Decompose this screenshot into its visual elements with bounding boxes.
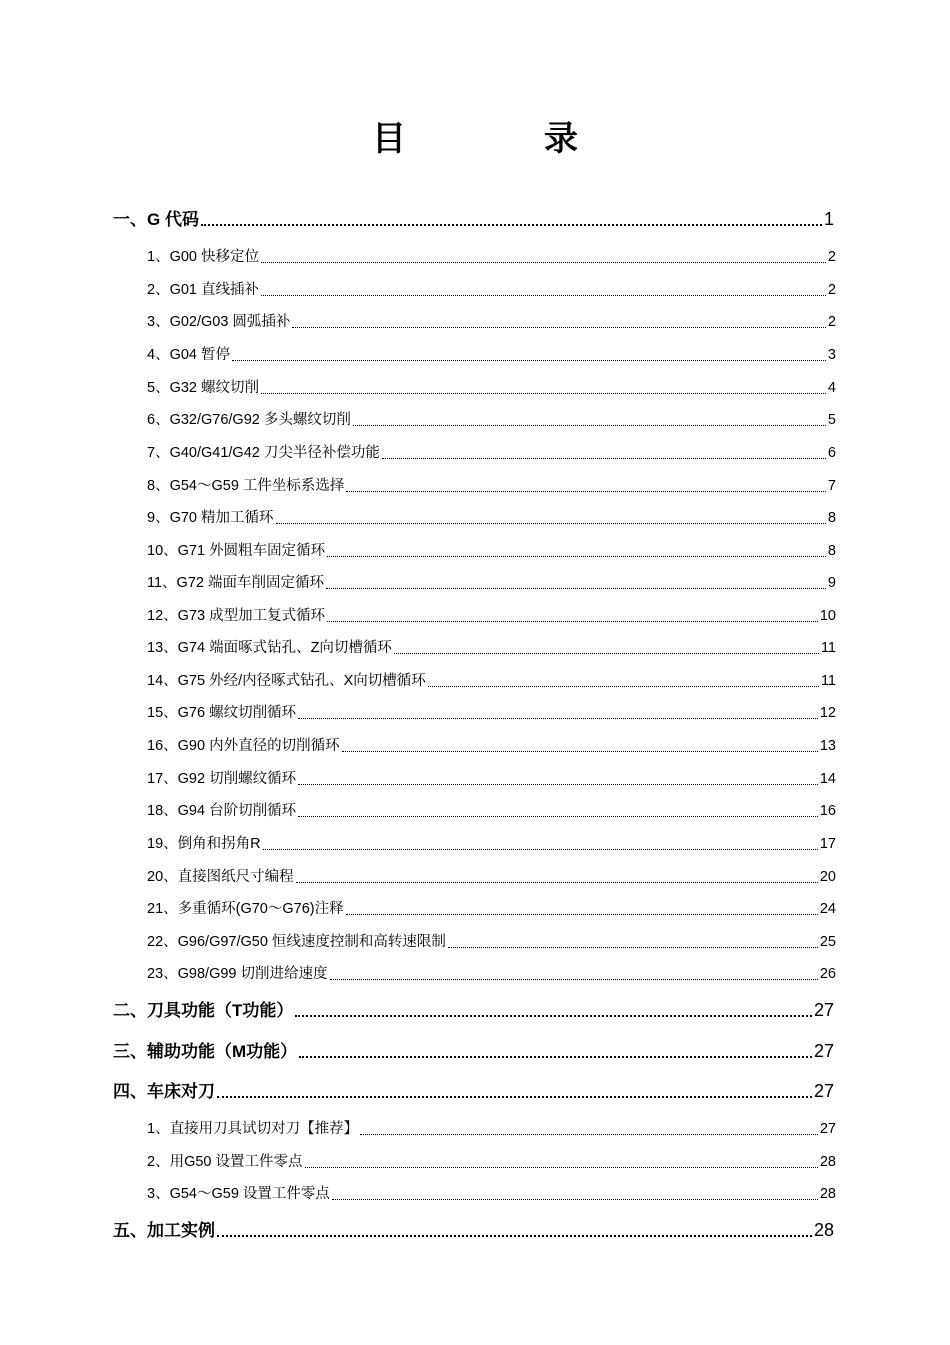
- toc-subsection-entry[interactable]: [147, 246, 836, 268]
- toc-entry-label: 6、G32/G76/G92 多头螺纹切削: [147, 412, 351, 428]
- toc-subsection-entry[interactable]: [147, 898, 836, 920]
- toc-subsection-entry[interactable]: [147, 572, 836, 594]
- toc-dot-leader: [448, 931, 818, 953]
- toc-dot-leader: [305, 1151, 818, 1173]
- toc-subsection-entry[interactable]: [147, 800, 836, 822]
- toc-dot-leader: [292, 311, 825, 333]
- toc-page-number: 12: [819, 705, 836, 721]
- toc-page-number: 3: [827, 347, 836, 363]
- toc-dot-leader: [261, 279, 826, 301]
- toc-dot-leader: [263, 833, 818, 855]
- toc-subsection-entry[interactable]: [147, 670, 836, 692]
- toc-entry-label: 18、G94 台阶切削循环: [147, 803, 297, 819]
- toc-entry-label: 11、G72 端面车削固定循环: [147, 575, 324, 591]
- toc-subsection-entry[interactable]: [147, 311, 836, 333]
- toc-subsection-entry[interactable]: [147, 963, 836, 985]
- toc-section-entry[interactable]: [113, 997, 834, 1023]
- toc-page-number: 7: [827, 478, 836, 494]
- page-title: 目 录: [372, 119, 630, 159]
- toc-page-number: 17: [819, 836, 836, 852]
- toc-dot-leader: [327, 605, 818, 627]
- toc-entry-label: 1、直接用刀具试切对刀【推荐】: [147, 1121, 359, 1137]
- toc-dot-leader: [299, 1038, 812, 1064]
- toc-subsection-entry[interactable]: [147, 279, 836, 301]
- toc-entry-label: 22、G96/G97/G50 恒线速度控制和高转速限制: [147, 934, 446, 950]
- toc-page-number: 13: [819, 738, 836, 754]
- toc-dot-leader: [342, 735, 818, 757]
- toc-page-number: 27: [813, 1081, 834, 1101]
- toc-dot-leader: [296, 866, 818, 888]
- toc-dot-leader: [360, 1118, 818, 1140]
- toc-page-number: 11: [820, 673, 836, 689]
- toc-subsection-entry[interactable]: [147, 833, 836, 855]
- toc-entry-label: 一、G 代码: [113, 210, 199, 229]
- toc-dot-leader: [232, 344, 826, 366]
- toc-dot-leader: [276, 507, 826, 529]
- toc-page-number: 27: [813, 1000, 834, 1020]
- toc-dot-leader: [295, 997, 812, 1023]
- toc-entry-label: 三、辅助功能（M功能）: [113, 1042, 298, 1061]
- toc-section-entry[interactable]: [113, 1078, 834, 1104]
- toc-dot-leader: [346, 898, 818, 920]
- toc-page-number: 24: [819, 901, 836, 917]
- toc-page-number: 1: [823, 209, 834, 229]
- toc-dot-leader: [298, 800, 818, 822]
- toc-page-number: 16: [819, 803, 836, 819]
- toc-entry-label: 15、G76 螺纹切削循环: [147, 705, 297, 721]
- toc-subsection-entry[interactable]: [147, 866, 836, 888]
- toc-subsection-entry[interactable]: [147, 702, 836, 724]
- toc-dot-leader: [298, 702, 818, 724]
- toc-entry-label: 8、G54～G59 工件坐标系选择: [147, 478, 345, 494]
- toc-subsection-entry[interactable]: [147, 344, 836, 366]
- toc-entry-label: 16、G90 内外直径的切削循环: [147, 738, 340, 754]
- toc-dot-leader: [428, 670, 819, 692]
- toc-page-number: 14: [819, 771, 836, 787]
- toc-subsection-entry[interactable]: [147, 931, 836, 953]
- toc-page-number: 20: [819, 869, 836, 885]
- toc-dot-leader: [382, 442, 826, 464]
- toc-entry-label: 13、G74 端面啄式钻孔、Z向切槽循环: [147, 640, 392, 656]
- toc-entry-label: 21、多重循环(G70～G76)注释: [147, 901, 344, 917]
- toc-subsection-entry[interactable]: [147, 605, 836, 627]
- toc-entry-label: 14、G75 外经/内径啄式钻孔、X向切槽循环: [147, 673, 426, 689]
- toc-entry-label: 17、G92 切削螺纹循环: [147, 771, 297, 787]
- toc-entry-label: 四、车床对刀: [113, 1082, 215, 1101]
- toc-page-number: 11: [820, 640, 836, 656]
- toc-page-number: 4: [827, 380, 836, 396]
- toc-page-number: 28: [819, 1154, 836, 1170]
- toc-dot-leader: [327, 540, 826, 562]
- toc-page-number: 8: [827, 510, 836, 526]
- toc-entry-label: 2、G01 直线插补: [147, 282, 259, 298]
- toc-page-number: 2: [827, 282, 836, 298]
- toc-page-number: 28: [819, 1186, 836, 1202]
- toc-subsection-entry[interactable]: [147, 1183, 836, 1205]
- toc-entry-label: 23、G98/G99 切削进给速度: [147, 966, 328, 982]
- toc-subsection-entry[interactable]: [147, 1151, 836, 1173]
- toc-page-number: 2: [827, 314, 836, 330]
- toc-entry-label: 五、加工实例: [113, 1221, 215, 1240]
- toc-dot-leader: [346, 475, 826, 497]
- toc-subsection-entry[interactable]: [147, 540, 836, 562]
- toc-page-number: 26: [819, 966, 836, 982]
- toc-dot-leader: [217, 1217, 812, 1243]
- toc-subsection-entry[interactable]: [147, 735, 836, 757]
- toc-entry-label: 4、G04 暂停: [147, 347, 230, 363]
- toc-page-number: 6: [827, 445, 836, 461]
- toc-entry-label: 7、G40/G41/G42 刀尖半径补偿功能: [147, 445, 380, 461]
- toc-page-number: 25: [819, 934, 836, 950]
- toc-subsection-entry[interactable]: [147, 442, 836, 464]
- toc-subsection-entry[interactable]: [147, 475, 836, 497]
- toc-subsection-entry[interactable]: [147, 637, 836, 659]
- toc-subsection-entry[interactable]: [147, 409, 836, 431]
- toc-subsection-entry[interactable]: [147, 768, 836, 790]
- toc-dot-leader: [332, 1183, 818, 1205]
- toc-page-number: 9: [827, 575, 836, 591]
- toc-entry-label: 20、直接图纸尺寸编程: [147, 869, 294, 885]
- toc-dot-leader: [298, 768, 818, 790]
- toc-dot-leader: [201, 206, 822, 232]
- toc-section-entry[interactable]: [113, 1038, 834, 1064]
- toc-section-entry[interactable]: [113, 1217, 834, 1243]
- toc-entry-label: 12、G73 成型加工复式循环: [147, 608, 326, 624]
- toc-dot-leader: [330, 963, 818, 985]
- toc-dot-leader: [261, 246, 826, 268]
- toc-page-number: 2: [827, 249, 836, 265]
- toc-page-number: 28: [813, 1220, 834, 1240]
- toc-entry-label: 9、G70 精加工循环: [147, 510, 274, 526]
- toc-page-number: 27: [819, 1121, 836, 1137]
- toc-dot-leader: [394, 637, 819, 659]
- toc-entry-label: 5、G32 螺纹切削: [147, 380, 259, 396]
- toc-page-number: 8: [827, 543, 836, 559]
- toc-subsection-entry[interactable]: [147, 1118, 836, 1140]
- toc-entry-label: 3、G02/G03 圆弧插补: [147, 314, 291, 330]
- toc-section-entry[interactable]: [113, 206, 834, 232]
- toc-subsection-entry[interactable]: [147, 377, 836, 399]
- toc-subsection-entry[interactable]: [147, 507, 836, 529]
- toc-entry-label: 2、用G50 设置工件零点: [147, 1154, 303, 1170]
- toc-page-number: 27: [813, 1041, 834, 1061]
- toc-page-number: 5: [827, 412, 836, 428]
- toc-entry-label: 10、G71 外圆粗车固定循环: [147, 543, 326, 559]
- toc-page-number: 10: [819, 608, 836, 624]
- toc-dot-leader: [353, 409, 826, 431]
- toc-entry-label: 19、倒角和拐角R: [147, 836, 261, 852]
- toc-entry-label: 二、刀具功能（T功能）: [113, 1001, 294, 1020]
- toc-dot-leader: [261, 377, 826, 399]
- toc-entry-label: 1、G00 快移定位: [147, 249, 259, 265]
- toc-entry-label: 3、G54～G59 设置工件零点: [147, 1186, 330, 1202]
- toc-dot-leader: [217, 1078, 812, 1104]
- toc-dot-leader: [326, 572, 826, 594]
